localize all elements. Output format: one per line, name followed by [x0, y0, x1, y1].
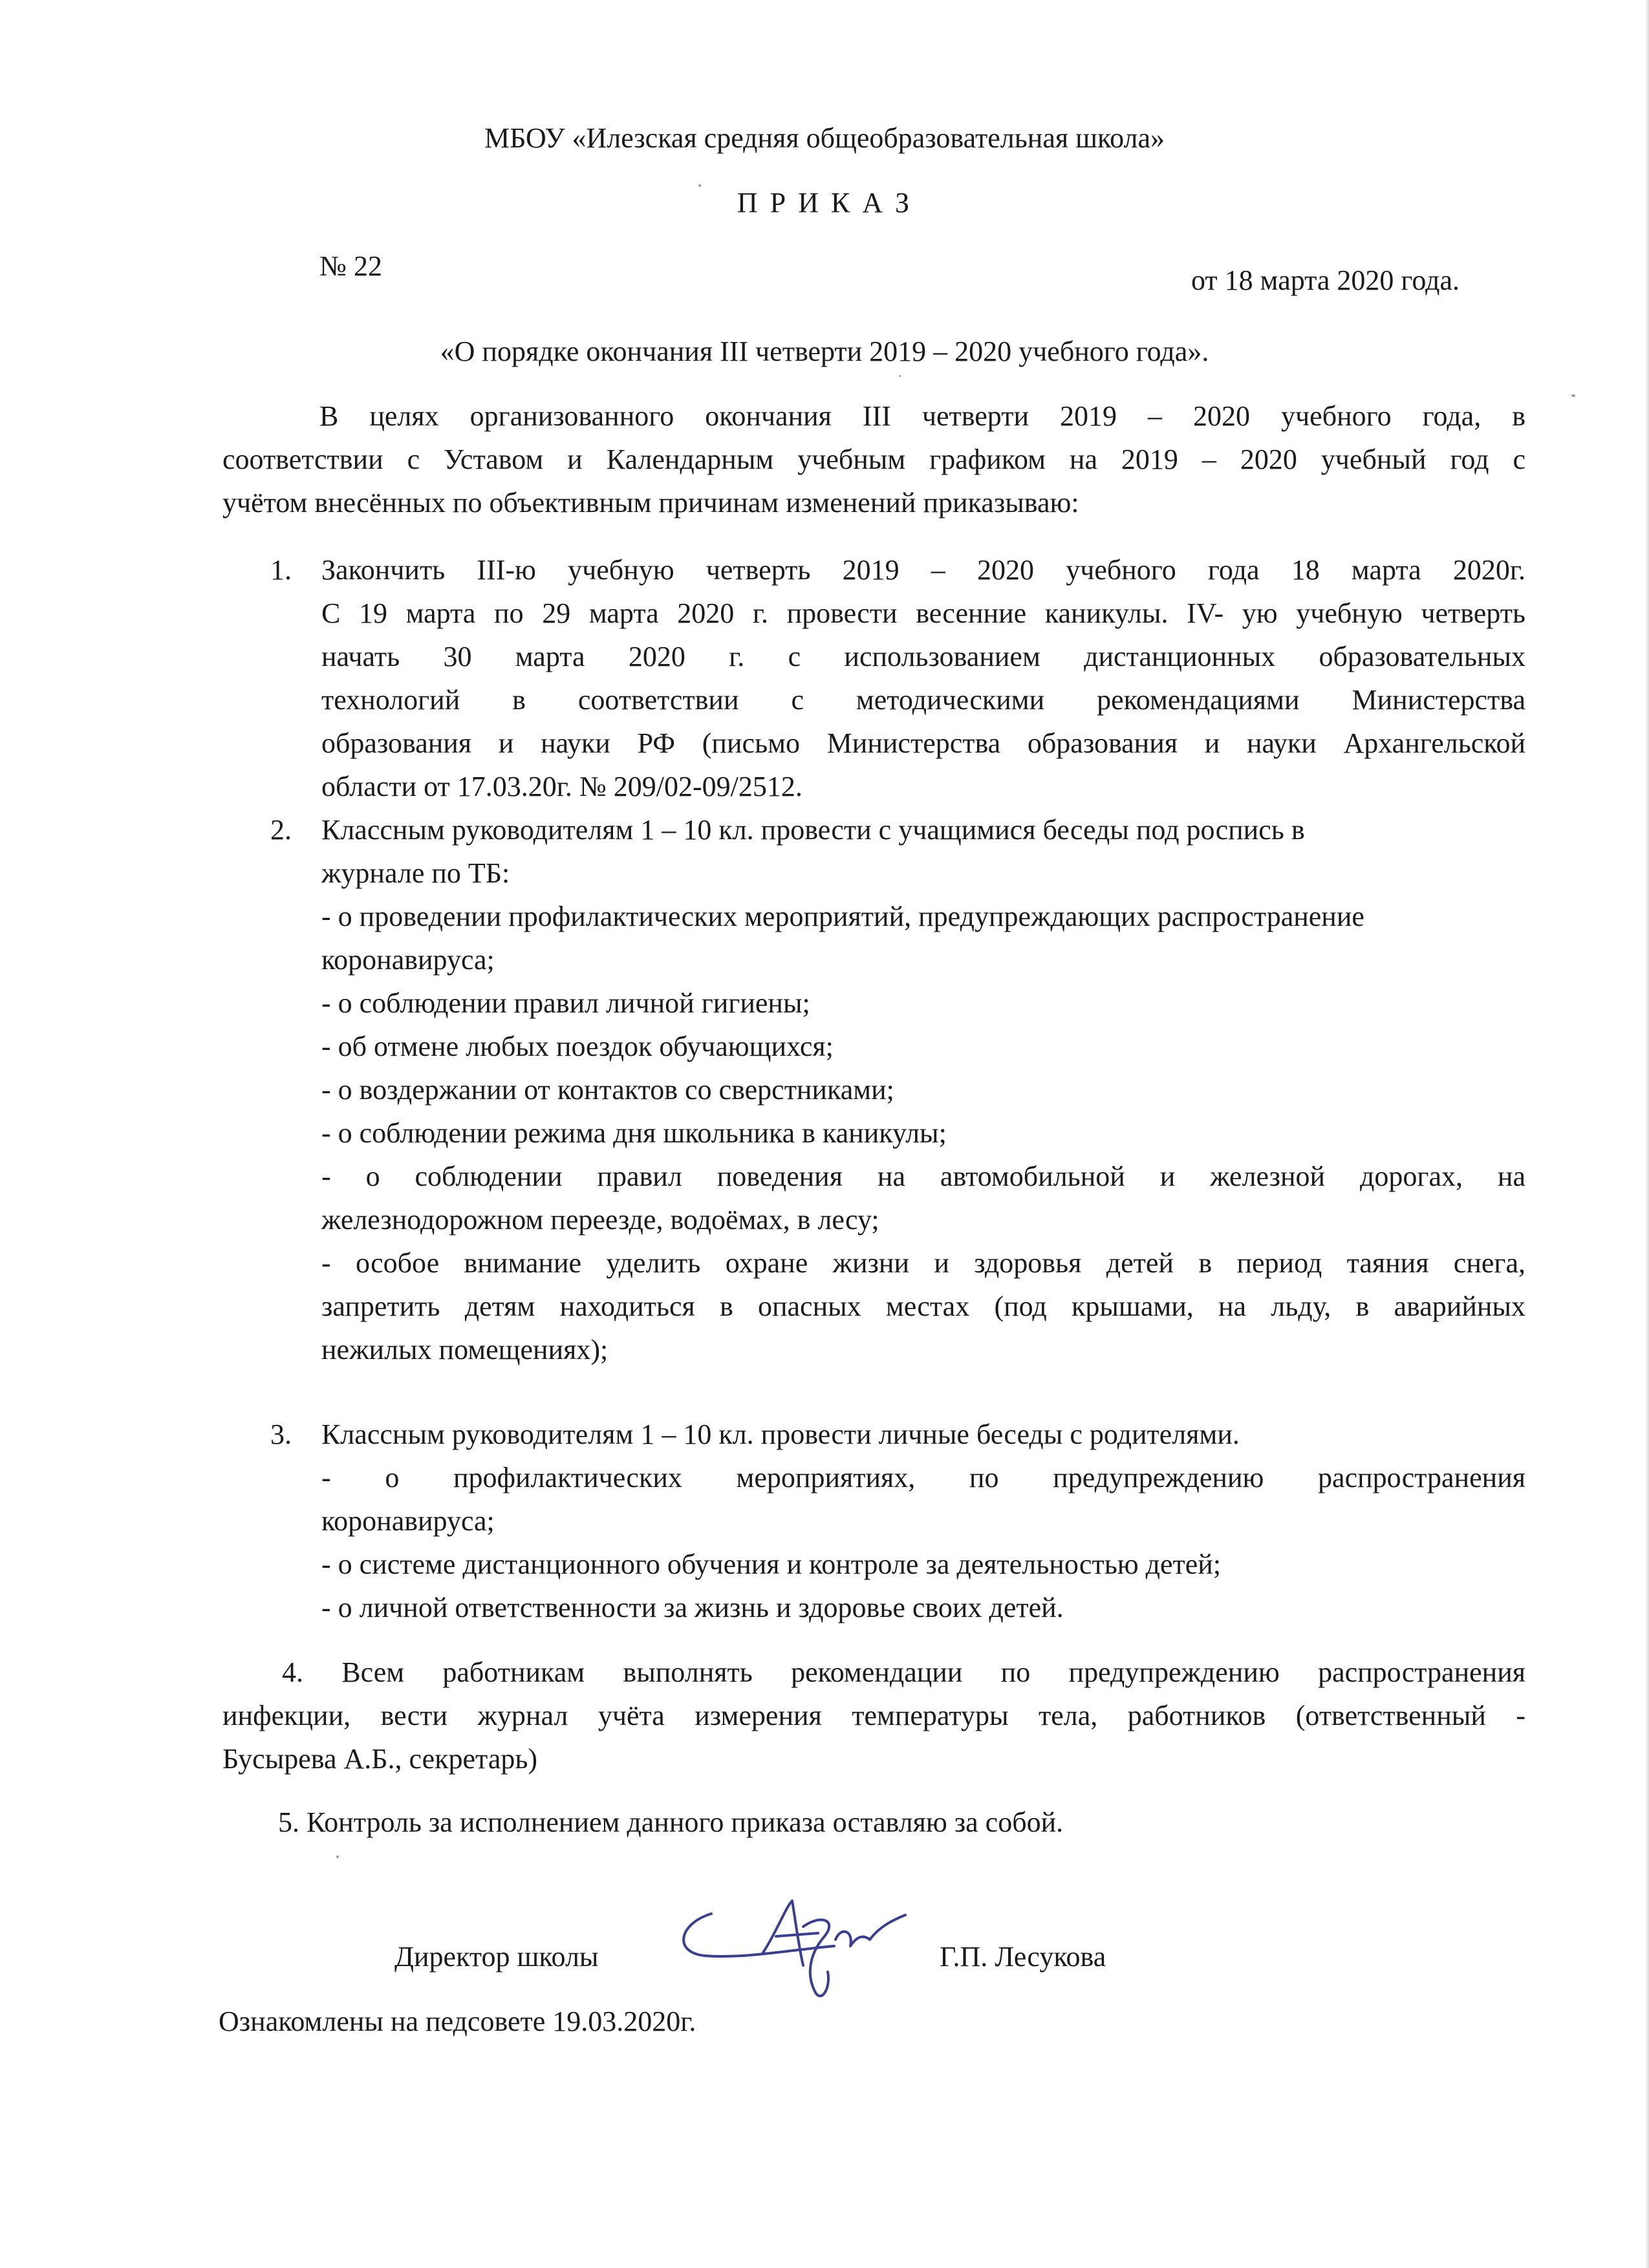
item-line: - о соблюдении правил личной гигиены;: [321, 987, 810, 1019]
item-line: технологий в соответствии с методическими рекомендациями Министерства: [321, 684, 1525, 716]
item-line: 4. Всем работникам выполнять рекомендации по предупреждению распространения: [282, 1656, 1525, 1688]
item-line: журнале по ТБ:: [321, 857, 510, 889]
item-line: Закончить III-ю учебную четверть 2019 – 2020 учебного года 18 марта 2020г.: [321, 554, 1525, 586]
item-line: области от 17.03.20г. № 209/02-09/2512.: [321, 771, 803, 802]
item-line: запретить детям находиться в опасных местах (под крышами, на льду, в аварийных: [321, 1290, 1525, 1322]
order-date: от 18 марта 2020 года.: [1191, 264, 1460, 296]
acknowledgement: Ознакомлены на педсовете 19.03.2020г.: [219, 2006, 696, 2037]
item-line: коронавируса;: [321, 944, 495, 976]
order-subject: «О порядке окончания III четверти 2019 – 2020 учебного года».: [440, 336, 1209, 367]
item-line: - о системе дистанционного обучения и контроле за деятельностью детей;: [321, 1548, 1222, 1580]
item-line: С 19 марта по 29 марта 2020 г. провести весенние каникулы. IV- ую учебную четверть: [321, 597, 1525, 629]
scan-speck: [899, 375, 901, 377]
document-type-heading: П Р И К А З: [737, 187, 912, 219]
item-line: начать 30 марта 2020 г. с использованием дистанционных образовательных: [321, 641, 1525, 672]
item-line: коронавируса;: [321, 1505, 495, 1537]
item-line: - о воздержании от контактов со сверстниками;: [321, 1074, 894, 1106]
item-line: Классным руководителям 1 – 10 кл. провести с учащимися беседы под роспись в: [321, 814, 1305, 846]
item-line: нежилых помещениях);: [321, 1334, 609, 1365]
handwritten-signature: [666, 1875, 944, 2024]
preamble-line: соответствии с Уставом и Календарным учебным графиком на 2019 – 2020 учебный год с: [222, 444, 1525, 475]
item-number: 3.: [270, 1418, 292, 1450]
item-number: 1.: [270, 554, 292, 586]
signer-position: Директор школы: [394, 1941, 599, 1973]
item-line: - о личной ответственности за жизнь и здоровье своих детей.: [321, 1592, 1064, 1623]
item-line: образования и науки РФ (письмо Министерства образования и науки Архангельской: [321, 727, 1525, 759]
item-line: инфекции, вести журнал учёта измерения температуры тела, работников (ответственный -: [222, 1700, 1525, 1731]
scan-speck: [1571, 394, 1575, 397]
item-line: - о соблюдении режима дня школьника в каникулы;: [321, 1117, 947, 1149]
scan-speck: [336, 1856, 339, 1858]
item-line: - о проведении профилактических мероприятий, предупреждающих распространение: [321, 901, 1364, 932]
item-number: 2.: [270, 814, 292, 846]
item-line: - особое внимание уделить охране жизни и здоровья детей в период таяния снега,: [321, 1247, 1525, 1279]
order-item-5: 5. Контроль за исполнением данного приказа оставляю за собой.: [278, 1806, 1064, 1838]
preamble-line: учётом внесённых по объективным причинам изменений приказываю:: [222, 487, 1079, 519]
item-line: - об отмене любых поездок обучающихся;: [321, 1031, 834, 1062]
item-line: Бусырева А.Б., секретарь): [222, 1743, 538, 1775]
scan-speck: [698, 184, 701, 187]
item-line: - о соблюдении правил поведения на автомобильной и железной дорогах, на: [321, 1161, 1525, 1192]
order-number: № 22: [319, 250, 382, 282]
item-line: - о профилактических мероприятиях, по предупреждению распространения: [321, 1462, 1525, 1493]
organization-title: МБОУ «Илезская средняя общеобразовательная школа»: [484, 122, 1165, 154]
item-line: железнодорожном переезде, водоёмах, в лесу;: [321, 1204, 879, 1236]
scan-edge-shadow: [1645, 0, 1649, 2268]
preamble-line: В целях организованного окончания III четверти 2019 – 2020 учебного года, в: [319, 400, 1525, 432]
signer-name: Г.П. Лесукова: [940, 1941, 1106, 1973]
item-line: Классным руководителям 1 – 10 кл. провести личные беседы с родителями.: [321, 1418, 1240, 1450]
